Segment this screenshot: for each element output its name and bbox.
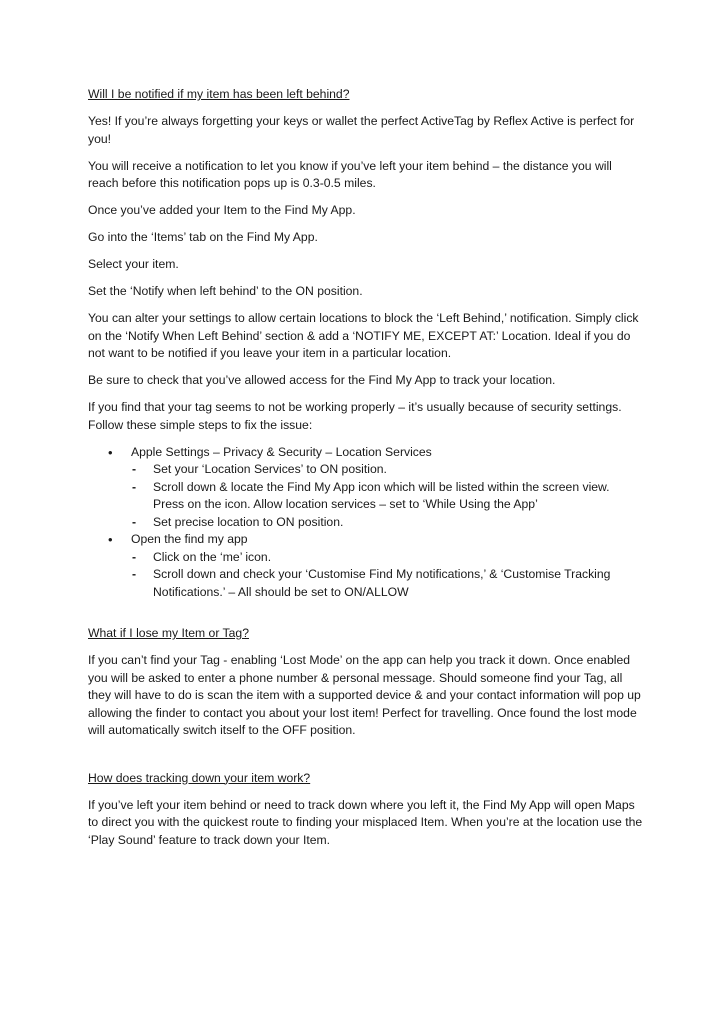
dash-icon: - (132, 549, 137, 564)
sub-list-item (131, 566, 643, 601)
paragraph: You can alter your settings to allow certain locations to block the ‘Left Behind,’ notification. Simply click on the ‘Notify When Left Behind’ section & add a ‘NOTIFY ME, EXCEPT AT:’ Location. Ideal if you do not want to be notified if you leave your item in a particular location. (88, 311, 639, 360)
bullet-icon: • (108, 444, 113, 460)
sub-list (131, 549, 643, 602)
sub-list-item-text: Set your ‘Location Services’ to ON position. (153, 462, 387, 476)
list-item (88, 444, 643, 532)
bullet-icon: • (108, 532, 113, 547)
sub-list-item-text: Scroll down & locate the Find My App icon which will be listed within the screen view. Press on the icon. Allow location services – set to ‘While Using the App’ (153, 479, 610, 511)
heading-left-behind: Will I be notified if my item has been left behind? (88, 87, 350, 101)
sub-list (131, 461, 643, 531)
sub-list-item-text: Scroll down and check your ‘Customise Find My notifications,’ & ‘Customise Tracking Notifications.’ – All should be set to ON/ALLOW (153, 567, 611, 599)
paragraph: Yes! If you’re always forgetting your keys or wallet the perfect ActiveTag by Reflex Active is perfect for you! (88, 114, 635, 146)
heading-tracking: How does tracking down your item work? (88, 770, 311, 785)
dash-icon: - (132, 462, 137, 476)
paragraph: Once you’ve added your Item to the Find My App. (88, 203, 356, 217)
paragraph: If you can’t find your Tag - enabling ‘Lost Mode’ on the app can help you track it down. Once enabled you will be asked to enter a phone number & personal message. Should someone find your Tag, all they will have to do is scan the item with a supported device & and your contact information will pop up allowing the finder to contact you about your lost item! Perfect for travelling. Once found the lost mode will automatically switch itself to the OFF position. (88, 653, 641, 737)
sub-list-item (131, 461, 643, 479)
document-body (88, 86, 643, 859)
paragraph: Be sure to check that you’ve allowed access for the Find My App to track your location. (88, 373, 556, 387)
paragraph: Go into the ‘Items’ tab on the Find My App. (88, 230, 318, 244)
steps-list (88, 444, 643, 602)
dash-icon: - (132, 479, 137, 494)
list-item-text: Open the find my app (131, 532, 248, 546)
sub-list-item (131, 549, 643, 567)
list-item-text: Apple Settings – Privacy & Security – Location Services (131, 444, 432, 459)
paragraph: Set the ‘Notify when left behind’ to the ON position. (88, 284, 363, 298)
paragraph: If you find that your tag seems to not be working properly – it’s usually because of security settings. Follow these simple steps to fix the issue: (88, 400, 622, 432)
dash-icon: - (132, 567, 137, 581)
paragraph: If you’ve left your item behind or need to track down where you left it, the Find My App will open Maps to direct you with the quickest route to finding your misplaced Item. When you’re at the location use the ‘Play Sound’ feature to track down your Item. (88, 797, 643, 847)
paragraph: You will receive a notification to let you know if you’ve left your item behind – the distance you will reach before this notification pops up is 0.3-0.5 miles. (88, 158, 612, 190)
heading-lost-item: What if I lose my Item or Tag? (88, 626, 249, 640)
list-item (88, 531, 643, 601)
sub-list-item-text: Click on the ‘me’ icon. (153, 549, 272, 564)
sub-list-item (131, 479, 643, 514)
dash-icon: - (132, 514, 137, 529)
sub-list-item (131, 514, 643, 532)
paragraph: Select your item. (88, 257, 179, 271)
sub-list-item-text: Set precise location to ON position. (153, 514, 344, 529)
